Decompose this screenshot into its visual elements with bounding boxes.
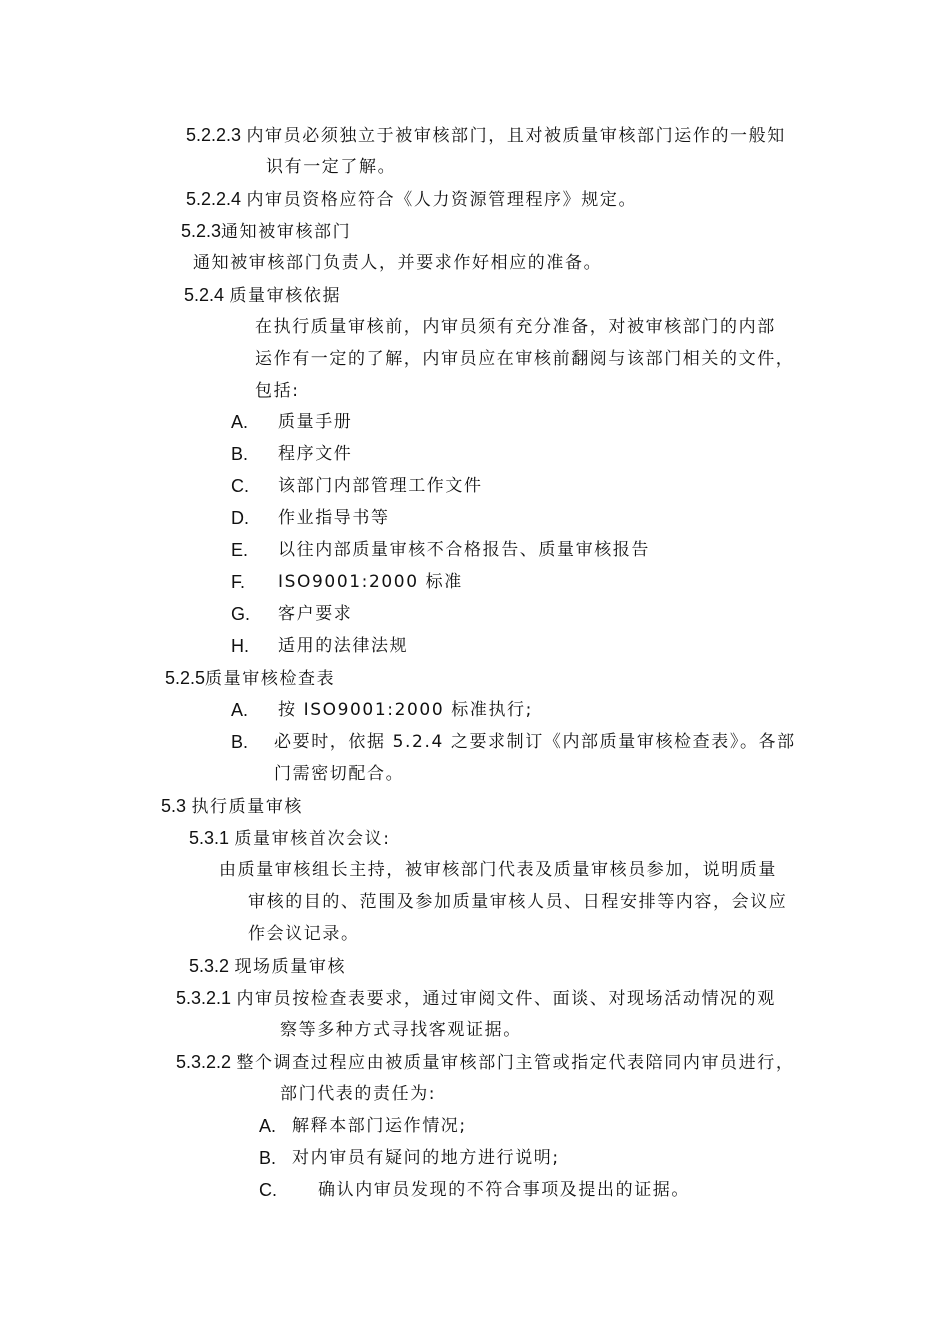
- section-5-2-3: [181, 220, 351, 242]
- list-text: 程序文件: [278, 444, 353, 464]
- list-marker: B.: [231, 444, 249, 464]
- list-item: [231, 443, 831, 465]
- clause-text: 内审员按检查表要求，通过审阅文件、面谈、对现场活动情况的观: [236, 989, 776, 1009]
- clause-5-3-2-1: [176, 987, 776, 1009]
- clause-continuation: 部门代表的责任为:: [280, 1084, 437, 1104]
- section-heading: 质量审核检查表: [205, 669, 336, 689]
- list-item: [231, 475, 831, 497]
- paragraph-line: 在执行质量审核前，内审员须有充分准备，对被审核部门的内部: [255, 317, 776, 337]
- clause-5-2-2-3: [186, 124, 786, 146]
- section-heading: 现场质量审核: [234, 957, 347, 977]
- paragraph-line: 审核的目的、范围及参加质量审核人员、日程安排等内容，会议应: [248, 892, 788, 912]
- paragraph-line: 运作有一定的了解，内审员应在审核前翻阅与该部门相关的文件，: [255, 349, 795, 369]
- section-number: 5.2.5: [165, 668, 206, 688]
- paragraph-line: 由质量审核组长主持，被审核部门代表及质量审核员参加，说明质量: [219, 860, 777, 880]
- list-text: 对内审员有疑问的地方进行说明;: [292, 1148, 560, 1168]
- section-heading: 通知被审核部门: [221, 222, 352, 242]
- list-marker: B.: [231, 732, 249, 752]
- list-marker: C.: [231, 476, 249, 496]
- clause-5-3-2-2: [176, 1051, 794, 1073]
- list-item: [231, 731, 831, 753]
- clause-text: 整个调查过程应由被质量审核部门主管或指定代表陪同内审员进行，: [236, 1053, 795, 1073]
- list-text: 质量手册: [278, 412, 353, 432]
- clause-number: 5.3.2.1: [176, 988, 232, 1008]
- clause-continuation: 识有一定了解。: [266, 157, 397, 177]
- list-text: 确认内审员发现的不符合事项及提出的证据。: [318, 1180, 690, 1200]
- list-marker: H.: [231, 636, 249, 656]
- section-5-3-1: [189, 827, 391, 849]
- list-marker: G.: [231, 604, 251, 624]
- list-item: [231, 411, 831, 433]
- section-number: 5.3.2: [189, 956, 230, 976]
- list-item: [231, 699, 831, 721]
- section-number: 5.3.1: [189, 828, 230, 848]
- section-heading: 质量审核依据: [229, 286, 342, 306]
- list-marker: D.: [231, 508, 249, 528]
- clause-number: 5.3.2.2: [176, 1052, 232, 1072]
- paragraph-line: 包括:: [255, 381, 300, 401]
- list-text: 作业指导书等: [278, 508, 390, 528]
- section-5-2-5: [165, 667, 335, 689]
- list-marker: A.: [231, 700, 249, 720]
- paragraph: 通知被审核部门负责人，并要求作好相应的准备。: [193, 253, 603, 273]
- section-number: 5.3: [161, 796, 187, 816]
- list-text: 适用的法律法规: [278, 636, 409, 656]
- clause-text: 内审员资格应符合《人力资源管理程序》规定。: [246, 190, 638, 210]
- section-5-3: [161, 795, 303, 817]
- list-text: 必要时，依据 5.2.4 之要求制订《内部质量审核检查表》。各部: [274, 732, 796, 752]
- list-text-continuation: 门需密切配合。: [274, 764, 405, 784]
- list-item: [259, 1147, 819, 1169]
- section-heading: 质量审核首次会议:: [234, 829, 391, 849]
- list-text: 按 ISO9001:2000 标准执行;: [278, 700, 533, 720]
- list-item: [231, 571, 831, 593]
- paragraph-line: 作会议记录。: [248, 924, 360, 944]
- list-item: [231, 507, 831, 529]
- section-5-3-2: [189, 955, 346, 977]
- list-marker: F.: [231, 572, 246, 592]
- list-text: ISO9001:2000 标准: [278, 572, 463, 592]
- list-item: [231, 635, 831, 657]
- clause-continuation: 察等多种方式寻找客观证据。: [280, 1020, 522, 1040]
- list-item: [259, 1115, 819, 1137]
- list-marker: A.: [259, 1116, 277, 1136]
- clause-text: 内审员必须独立于被审核部门，且对被质量审核部门运作的一般知: [246, 126, 786, 146]
- clause-number: 5.2.2.4: [186, 189, 242, 209]
- clause-5-2-2-4: [186, 188, 637, 210]
- list-marker: A.: [231, 412, 249, 432]
- list-item: [231, 603, 831, 625]
- list-text: 客户要求: [278, 604, 353, 624]
- list-marker: B.: [259, 1148, 277, 1168]
- list-text: 解释本部门运作情况;: [292, 1116, 467, 1136]
- list-text: 以往内部质量审核不合格报告、质量审核报告: [278, 540, 650, 560]
- section-number: 5.2.4: [184, 285, 225, 305]
- list-marker: E.: [231, 540, 249, 560]
- section-heading: 执行质量审核: [191, 797, 304, 817]
- list-item: [259, 1179, 819, 1201]
- list-item: [231, 539, 831, 561]
- section-5-2-4: [184, 284, 341, 306]
- list-text: 该部门内部管理工作文件: [278, 476, 483, 496]
- section-number: 5.2.3: [181, 221, 222, 241]
- list-marker: C.: [259, 1180, 277, 1200]
- clause-number: 5.2.2.3: [186, 125, 242, 145]
